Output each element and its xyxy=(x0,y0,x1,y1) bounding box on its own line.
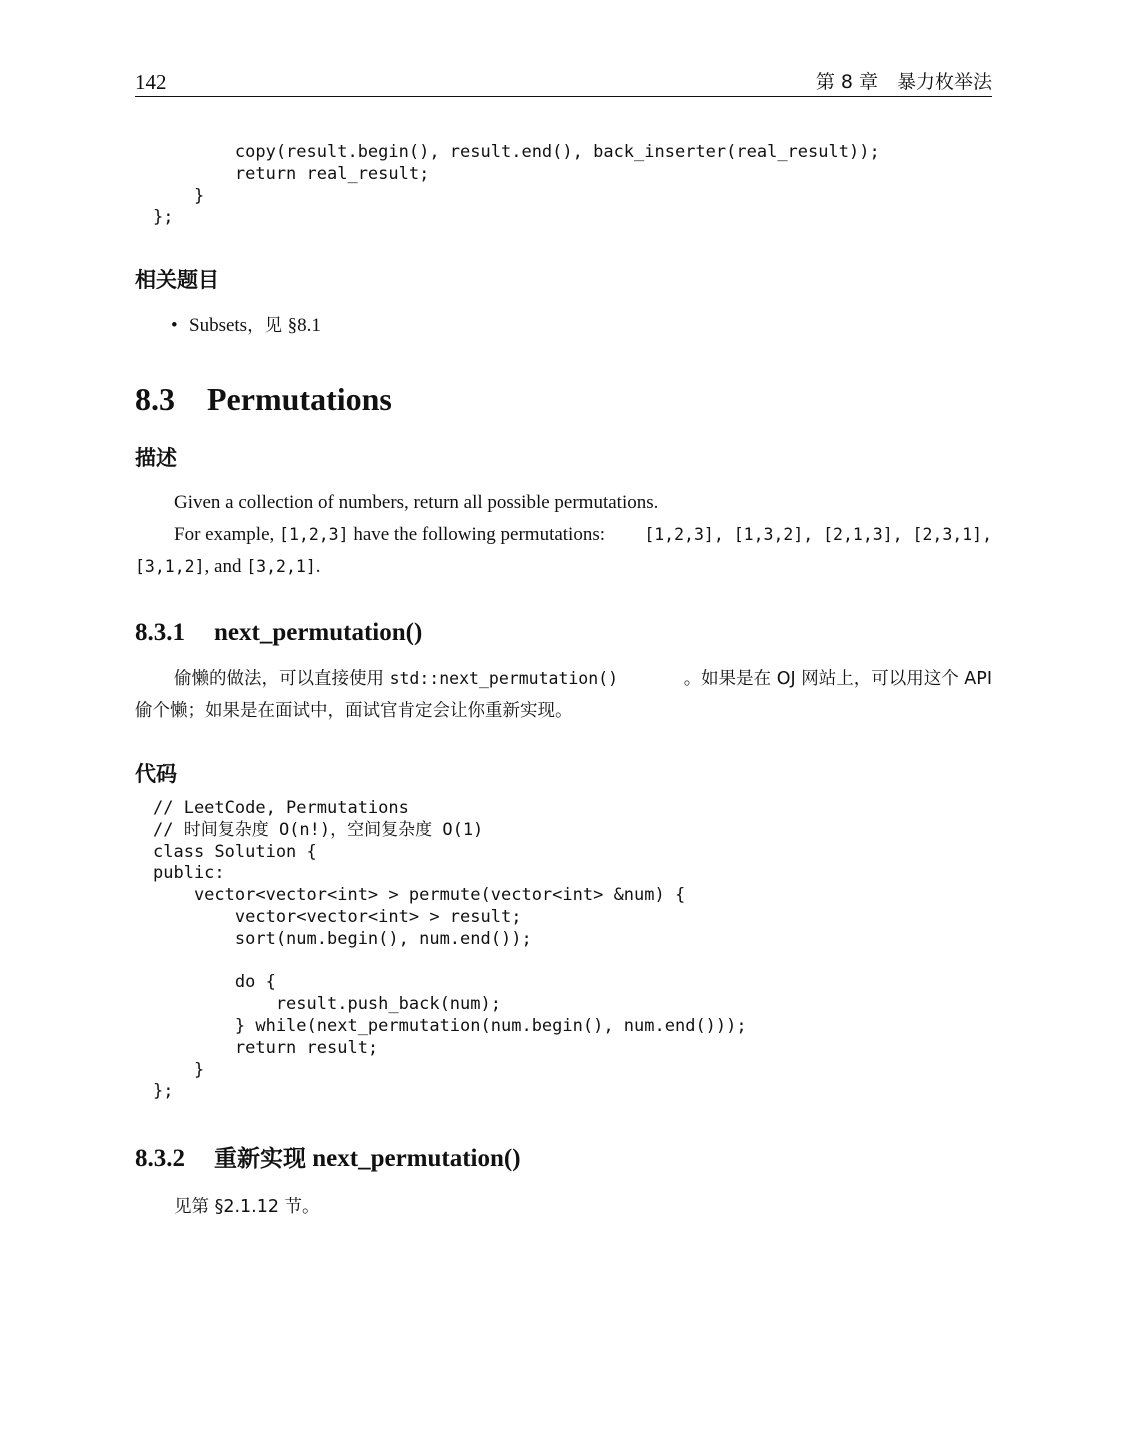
subsection-2-title-en: next_permutation() xyxy=(306,1145,521,1172)
subsection-2-title-cn: 重新实现 xyxy=(214,1146,306,1172)
subsection-1-code: std::next_permutation() xyxy=(389,669,619,688)
subsection-1-text-a: 偷懒的做法，可以直接使用 xyxy=(174,669,390,689)
example-prefix: For example, xyxy=(174,524,280,545)
section-title: Permutations xyxy=(207,381,392,417)
subsection-2-text-content: 见第 §2.1.12 节。 xyxy=(174,1197,320,1217)
related-problem-item xyxy=(171,314,321,338)
example-perms-a: [1,2,3], [1,3,2], [2,1,3], [2,3,1], xyxy=(644,525,992,544)
subsection-1-line-1 xyxy=(174,663,618,695)
description-example-line-2 xyxy=(135,551,321,583)
bullet-icon: • xyxy=(171,315,178,336)
description-heading: 描述 xyxy=(135,446,177,470)
code-heading: 代码 xyxy=(135,762,177,786)
example-mid: have the following permutations: xyxy=(348,524,606,545)
subsection-1-number: 8.3.1 xyxy=(135,619,185,646)
description-text: Given a collection of numbers, return all possible permutations. xyxy=(174,492,659,513)
example-end: . xyxy=(315,556,321,577)
example-perms-c: [3,2,1] xyxy=(246,557,316,576)
description-example-line xyxy=(174,519,605,551)
subsection-2-text xyxy=(135,1191,992,1223)
related-problem-ref: §8.1 xyxy=(287,315,321,336)
description-line-2 xyxy=(135,519,992,583)
subsection-1-text-b-wrap xyxy=(684,663,992,695)
code-block: // LeetCode, Permutations // 时间复杂度 O(n!)，空间复杂度 O(1) class Solution { public: vector<vector<int> > permute(vector<int> &num) { vector<vector<int> > result; sort(num.begin(), num.end()); do { result.push_back(num); } while(next_permutation(num.begin(), num.end())); return result; } }; xyxy=(153,798,747,1102)
related-problem-separator: ，见 xyxy=(247,316,288,336)
subsection-1-text xyxy=(135,663,992,727)
related-problems-heading: 相关题目 xyxy=(135,268,219,292)
code-block-continuation: copy(result.begin(), result.end(), back_inserter(real_result)); return real_result; } }; xyxy=(153,142,880,228)
subsection-1-text-b: 。如果是在 OJ 网站上，可以用这个 API xyxy=(683,669,992,689)
example-input: [1,2,3] xyxy=(279,525,349,544)
subsection-2-number: 8.3.2 xyxy=(135,1145,185,1172)
subsection-1-heading xyxy=(135,618,422,648)
example-perms-b: [3,1,2] xyxy=(135,557,205,576)
description-line-1 xyxy=(135,487,992,519)
page-number: 142 xyxy=(135,70,167,94)
example-and: , and xyxy=(204,556,247,577)
subsection-2-heading xyxy=(135,1144,521,1174)
subsection-1-text-c: 偷个懒；如果是在面试中，面试官肯定会让你重新实现。 xyxy=(135,701,573,721)
section-heading xyxy=(135,380,392,418)
subsection-1-title: next_permutation() xyxy=(214,619,423,646)
related-problem-name: Subsets xyxy=(189,315,248,336)
section-number: 8.3 xyxy=(135,381,175,417)
chapter-title: 第 8 章 暴力枚举法 xyxy=(815,71,992,93)
header-rule xyxy=(135,96,992,97)
